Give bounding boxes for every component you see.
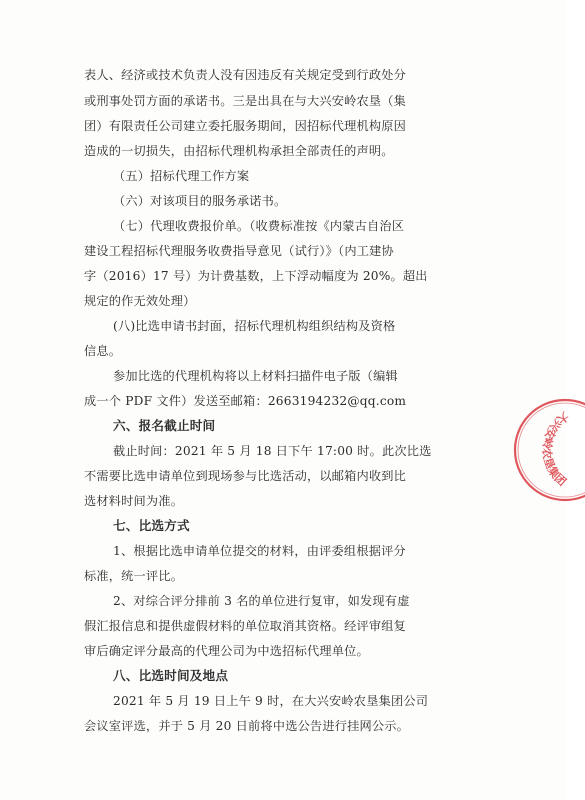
body-text-line: 假汇报信息和提供虚假材料的单位取消其资格。经评审组复 xyxy=(84,619,407,633)
body-text-line: 表人、经济或技术负责人没有因违反有关规定受到行政处分 xyxy=(84,68,407,82)
body-text-line: 1、根据比选申请单位提交的材料，由评委组根据评分 xyxy=(113,544,406,558)
section-heading-8: 八、比选时间及地点 xyxy=(113,668,229,683)
body-text-line: 标准，统一评比。 xyxy=(84,569,184,583)
list-item-8: (八)比选申请书封面，招标代理机构组织结构及资格 xyxy=(113,319,396,333)
list-item-6: （六）对该项目的服务承诺书。 xyxy=(113,194,287,208)
body-text-line: 规定的作无效处理） xyxy=(84,294,196,308)
body-text-line: 截止时间：2021 年 5 月 18 日下午 17:00 时。此次比选 xyxy=(113,444,432,458)
body-text-line: 选材料时间为准。 xyxy=(84,494,184,508)
body-text-line: 建设工程招标代理服务收费指导意见（试行）》（内工建协 xyxy=(84,244,394,258)
svg-text:大兴安岭农垦集团有限责任公司 xyxy=(500,389,572,489)
body-text-line: 不需要比选申请单位到现场参与比选活动，以邮箱内收到比 xyxy=(84,469,407,483)
body-text-line: 造成的一切损失，由招标代理机构承担全部责任的声明。 xyxy=(84,144,394,158)
body-text-line: 团）有限责任公司建立委托服务期间，因招标代理机构原因 xyxy=(84,119,407,133)
body-text-line: 或刑事处罚方面的承诺书。三是出具在与大兴安岭农垦（集 xyxy=(84,94,407,108)
body-text-line: 信息。 xyxy=(84,344,122,358)
body-text-line: 字（2016）17 号）为计费基数，上下浮动幅度为 20%。超出 xyxy=(84,269,428,283)
body-text-line: 审后确定评分最高的代理公司为中选招标代理单位。 xyxy=(84,644,369,658)
body-text-line: 会议室评选，并于 5 月 20 日前将中选公告进行挂网公示。 xyxy=(84,719,410,733)
body-text-line: 2021 年 5 月 19 日上午 9 时，在大兴安岭农垦集团公司 xyxy=(113,694,429,708)
list-item-7: （七）代理收费报价单。（收费标准按《内蒙古自治区 xyxy=(113,219,405,233)
email-line: 成一个 PDF 文件）发送至邮箱：2663194232@qq.com xyxy=(84,394,407,408)
body-text-line: 2、对综合评分排前 3 名的单位进行复审，如发现有虚 xyxy=(113,594,410,608)
section-heading-6: 六、报名截止时间 xyxy=(113,418,216,433)
list-item-5: （五）招标代理工作方案 xyxy=(113,169,250,183)
section-heading-7: 七、比选方式 xyxy=(113,518,190,533)
seal-text: 大兴安岭农垦集团有限责任公司 xyxy=(499,390,571,489)
body-text-line: 参加比选的代理机构将以上材料扫描件电子版（编辑 xyxy=(113,369,398,383)
red-seal-stamp xyxy=(499,390,585,500)
